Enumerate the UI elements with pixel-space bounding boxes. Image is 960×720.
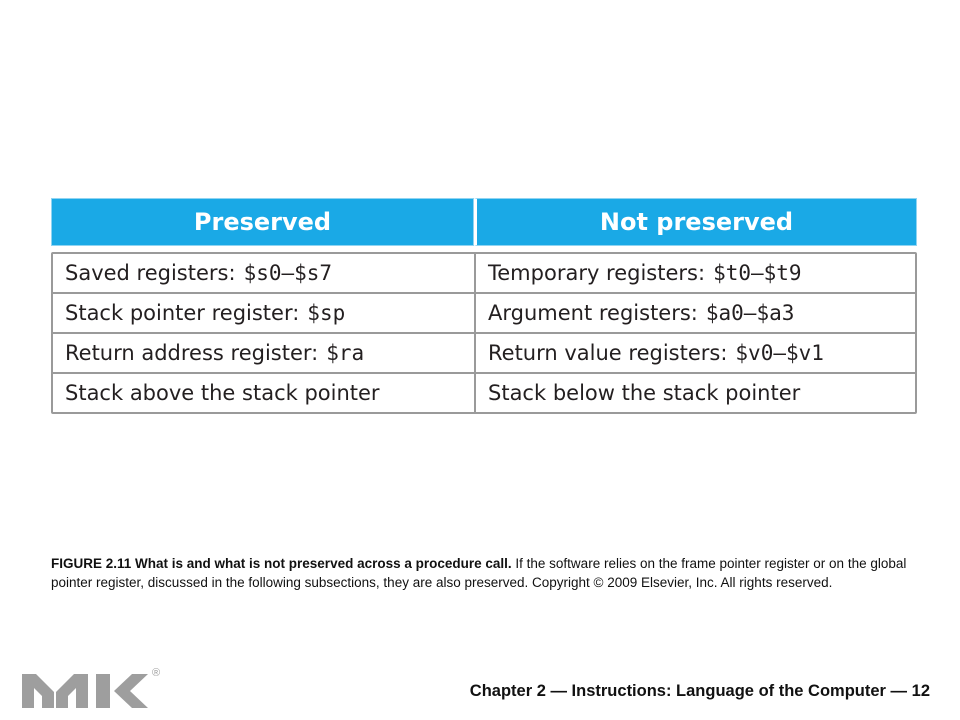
header-preserved: Preserved — [51, 198, 474, 246]
preservation-table — [51, 198, 917, 414]
table-cell — [53, 334, 476, 372]
cell-text: Temporary registers: — [488, 261, 706, 285]
register-name: $s0–$s7 — [243, 261, 333, 285]
table-body — [51, 252, 917, 414]
caption-body: If the software relies on the frame pointer register or on the global pointer register, discussed in the following subsections, they are also preserved. Copyright © 2009 Elsevier, Inc. All rights reserved. — [51, 556, 907, 590]
table-header-row — [51, 198, 917, 246]
cell-text: Saved registers: — [65, 261, 236, 285]
mk-publisher-logo-icon — [20, 662, 170, 710]
table-row — [53, 294, 915, 334]
table-cell — [53, 294, 476, 332]
register-name: $a0–$a3 — [705, 301, 795, 325]
cell-text: Stack below the stack pointer — [488, 381, 801, 405]
table-cell — [53, 254, 476, 292]
cell-text: Argument registers: — [488, 301, 698, 325]
slide-footer: Chapter 2 — Instructions: Language of the Computer — 12 — [469, 682, 930, 700]
table-row — [53, 374, 915, 412]
registered-mark: ® — [152, 667, 161, 679]
register-name: $sp — [307, 301, 346, 325]
cell-text: Stack above the stack pointer — [65, 381, 380, 405]
table-cell — [476, 294, 915, 332]
cell-text: Return address register: — [65, 341, 319, 365]
table-cell — [476, 374, 915, 412]
table-cell — [53, 374, 476, 412]
header-not-preserved: Not preserved — [474, 198, 917, 246]
table-cell — [476, 254, 915, 292]
register-name: $v0–$v1 — [735, 341, 824, 365]
register-name: $t0–$t9 — [713, 261, 802, 285]
cell-text: Stack pointer register: — [65, 301, 300, 325]
figure-caption — [51, 554, 911, 592]
table-row — [53, 254, 915, 294]
caption-lead: FIGURE 2.11 What is and what is not preserved across a procedure call. — [51, 556, 512, 571]
table-cell — [476, 334, 915, 372]
table-row — [53, 334, 915, 374]
cell-text: Return value registers: — [488, 341, 728, 365]
register-name: $ra — [326, 341, 365, 365]
